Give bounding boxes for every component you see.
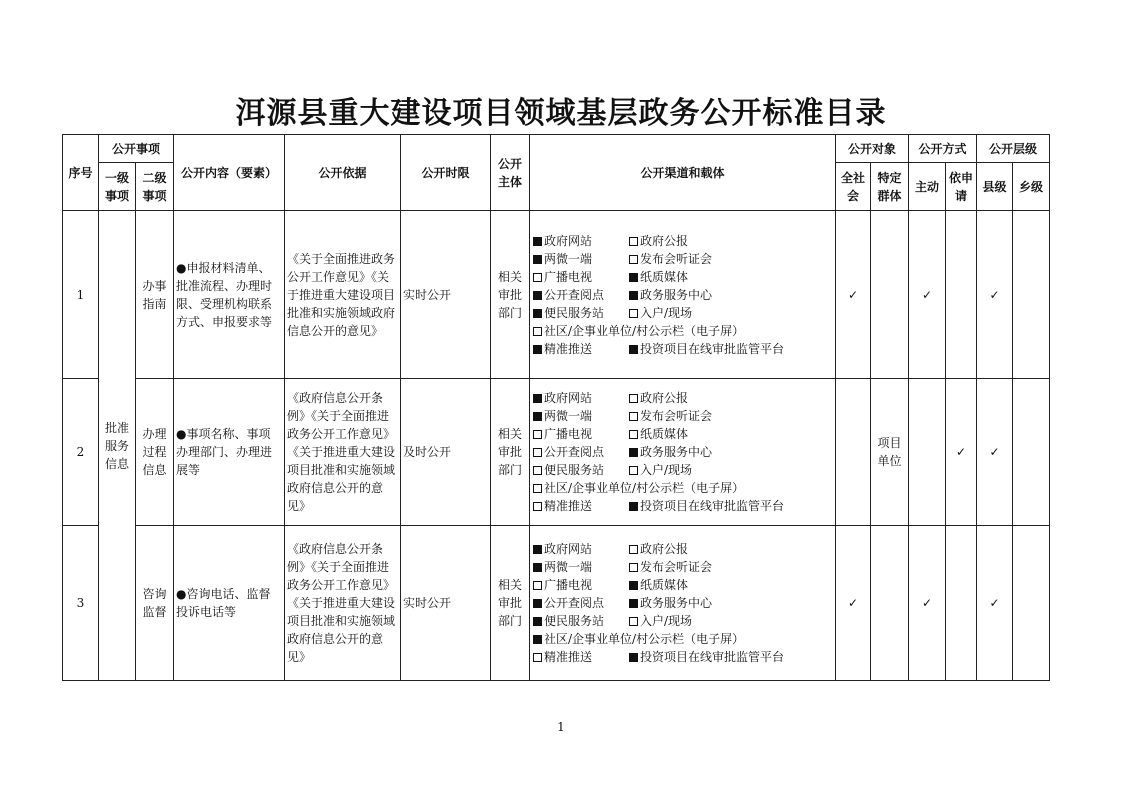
channel-item bbox=[629, 232, 833, 250]
check-icon: ✓ bbox=[989, 596, 1000, 610]
row-time: 实时公开 bbox=[401, 211, 491, 379]
channel-item bbox=[533, 648, 629, 666]
channel-item bbox=[533, 558, 629, 576]
unchecked-box-icon bbox=[533, 430, 542, 439]
row-seq: 3 bbox=[63, 526, 99, 681]
channel-item bbox=[533, 232, 629, 250]
check-icon: ✓ bbox=[989, 445, 1000, 459]
row-method-active bbox=[909, 379, 946, 526]
row-basis: 《关于全面推进政务公开工作意见》《关于推进重大建设项目批准和实施领域政府信息公开的意见》 bbox=[285, 211, 401, 379]
channel-item bbox=[629, 497, 833, 515]
channel-label: 广播电视 bbox=[544, 578, 593, 592]
header-method-active: 主动 bbox=[909, 163, 946, 211]
channel-label: 政府公报 bbox=[640, 542, 689, 556]
unchecked-box-icon bbox=[533, 466, 542, 475]
unchecked-box-icon bbox=[629, 617, 638, 626]
row-basis: 《政府信息公开条例》《关于全面推进政务公开工作意见》《关于推进重大建设项目批准和实施领域政府信息公开的意见》 bbox=[285, 526, 401, 681]
header-content: 公开内容（要素） bbox=[174, 135, 285, 211]
header-basis: 公开依据 bbox=[285, 135, 401, 211]
channel-item bbox=[533, 479, 833, 497]
header-method-request: 依申请 bbox=[946, 163, 977, 211]
unchecked-box-icon bbox=[533, 484, 542, 493]
header-level2: 二级事项 bbox=[136, 163, 174, 211]
unchecked-box-icon bbox=[629, 394, 638, 403]
row-time: 及时公开 bbox=[401, 379, 491, 526]
channel-item bbox=[629, 612, 833, 630]
header-level-county: 县级 bbox=[977, 163, 1013, 211]
checked-box-icon bbox=[629, 291, 638, 300]
channel-label: 公开查阅点 bbox=[544, 596, 605, 610]
channel-label: 社区/企事业单位/村公示栏（电子屏） bbox=[544, 632, 745, 646]
channel-label: 便民服务站 bbox=[544, 463, 605, 477]
row-level-town bbox=[1013, 526, 1050, 681]
checked-box-icon bbox=[533, 237, 542, 246]
row-method-request bbox=[946, 211, 977, 379]
channel-item bbox=[533, 540, 629, 558]
page-number: 1 bbox=[557, 720, 565, 734]
channel-label: 入户/现场 bbox=[640, 463, 693, 477]
channel-label: 政府公报 bbox=[640, 233, 689, 248]
header-seq: 序号 bbox=[63, 135, 99, 211]
row-method-active bbox=[909, 526, 946, 681]
channel-item bbox=[629, 443, 833, 461]
channel-label: 政务服务中心 bbox=[640, 287, 713, 302]
channel-item bbox=[533, 304, 629, 322]
channel-label: 广播电视 bbox=[544, 269, 593, 284]
row-method-request bbox=[946, 526, 977, 681]
channel-item bbox=[629, 648, 833, 666]
header-target-specific: 特定群体 bbox=[871, 163, 909, 211]
unchecked-box-icon bbox=[533, 448, 542, 457]
row-basis: 《政府信息公开条例》《关于全面推进政务公开工作意见》《关于推进重大建设项目批准和实施领域政府信息公开的意见》 bbox=[285, 379, 401, 526]
row-level2: 办事指南 bbox=[136, 211, 174, 379]
channel-item bbox=[533, 443, 629, 461]
checked-box-icon bbox=[533, 291, 542, 300]
row-seq: 2 bbox=[63, 379, 99, 526]
channel-label: 公开查阅点 bbox=[544, 287, 605, 302]
channel-item bbox=[629, 594, 833, 612]
channel-label: 投资项目在线审批监管平台 bbox=[640, 650, 785, 664]
channel-item bbox=[533, 630, 833, 648]
unchecked-box-icon bbox=[533, 653, 542, 662]
channel-item bbox=[533, 286, 629, 304]
channel-label: 公开查阅点 bbox=[544, 445, 605, 459]
header-level: 公开层级 bbox=[977, 135, 1050, 163]
header-channel: 公开渠道和载体 bbox=[530, 135, 836, 211]
row-method-request bbox=[946, 379, 977, 526]
channel-list bbox=[532, 389, 833, 515]
channel-label: 精准推送 bbox=[544, 341, 593, 356]
channel-label: 两微一端 bbox=[544, 251, 593, 266]
channel-label: 便民服务站 bbox=[544, 305, 605, 320]
check-icon: ✓ bbox=[956, 445, 967, 459]
checked-box-icon bbox=[533, 563, 542, 572]
checked-box-icon bbox=[533, 394, 542, 403]
channel-label: 政府公报 bbox=[640, 391, 689, 405]
channel-item bbox=[533, 268, 629, 286]
channel-label: 精准推送 bbox=[544, 650, 593, 664]
header-method: 公开方式 bbox=[909, 135, 977, 163]
channel-item bbox=[629, 286, 833, 304]
channel-item bbox=[533, 594, 629, 612]
unchecked-box-icon bbox=[629, 545, 638, 554]
channel-item bbox=[533, 576, 629, 594]
channel-item bbox=[629, 425, 833, 443]
unchecked-box-icon bbox=[629, 563, 638, 572]
channel-label: 政府网站 bbox=[544, 542, 593, 556]
row-level2: 咨询监督 bbox=[136, 526, 174, 681]
row-seq: 1 bbox=[63, 211, 99, 379]
channel-label: 社区/企事业单位/村公示栏（电子屏） bbox=[544, 481, 745, 495]
row-channels bbox=[530, 211, 836, 379]
unchecked-box-icon bbox=[533, 273, 542, 282]
row-level-county bbox=[977, 526, 1013, 681]
channel-item bbox=[533, 340, 629, 358]
checked-box-icon bbox=[629, 581, 638, 590]
header-subject: 公开主体 bbox=[491, 135, 530, 211]
channel-label: 政务服务中心 bbox=[640, 445, 713, 459]
channel-label: 政府网站 bbox=[544, 391, 593, 405]
header-target: 公开对象 bbox=[836, 135, 909, 163]
checked-box-icon bbox=[629, 345, 638, 354]
channel-item bbox=[533, 389, 629, 407]
header-time: 公开时限 bbox=[401, 135, 491, 211]
row-content: ●事项名称、事项办理部门、办理进展等 bbox=[174, 379, 285, 526]
channel-label: 社区/企事业单位/村公示栏（电子屏） bbox=[544, 323, 745, 338]
header-matter: 公开事项 bbox=[99, 135, 174, 163]
row-level2: 办理过程信息 bbox=[136, 379, 174, 526]
checked-box-icon bbox=[533, 412, 542, 421]
checked-box-icon bbox=[533, 545, 542, 554]
channel-item bbox=[533, 497, 629, 515]
catalog-table bbox=[62, 134, 1050, 681]
channel-label: 便民服务站 bbox=[544, 614, 605, 628]
channel-label: 纸质媒体 bbox=[640, 269, 689, 284]
row-channels bbox=[530, 379, 836, 526]
row-subject: 相关审批部门 bbox=[491, 526, 530, 681]
unchecked-box-icon bbox=[533, 327, 542, 336]
row-target-specific: 项目单位 bbox=[871, 379, 909, 526]
row-subject: 相关审批部门 bbox=[491, 211, 530, 379]
channel-list bbox=[532, 540, 833, 666]
unchecked-box-icon bbox=[629, 255, 638, 264]
channel-label: 入户/现场 bbox=[640, 305, 693, 320]
channel-label: 精准推送 bbox=[544, 499, 593, 513]
unchecked-box-icon bbox=[629, 237, 638, 246]
channel-item bbox=[629, 268, 833, 286]
checked-box-icon bbox=[533, 309, 542, 318]
row-level-county bbox=[977, 211, 1013, 379]
check-icon: ✓ bbox=[847, 287, 859, 302]
row-level-town bbox=[1013, 379, 1050, 526]
row-content: ●咨询电话、监督投诉电话等 bbox=[174, 526, 285, 681]
checked-box-icon bbox=[629, 502, 638, 511]
checked-box-icon bbox=[533, 635, 542, 644]
row-target-specific bbox=[871, 526, 909, 681]
channel-item bbox=[629, 576, 833, 594]
channel-item bbox=[629, 407, 833, 425]
unchecked-box-icon bbox=[533, 502, 542, 511]
channel-label: 入户/现场 bbox=[640, 614, 693, 628]
row-level-town bbox=[1013, 211, 1050, 379]
row-target-specific bbox=[871, 211, 909, 379]
channel-label: 广播电视 bbox=[544, 427, 593, 441]
checked-box-icon bbox=[533, 617, 542, 626]
channel-item bbox=[629, 389, 833, 407]
row-target-all bbox=[836, 211, 871, 379]
header-target-all: 全社会 bbox=[836, 163, 871, 211]
channel-item bbox=[533, 425, 629, 443]
channel-label: 政务服务中心 bbox=[640, 596, 713, 610]
row-channels bbox=[530, 526, 836, 681]
channel-item bbox=[533, 322, 833, 340]
table-row bbox=[63, 526, 1050, 681]
channel-item bbox=[629, 461, 833, 479]
channel-label: 发布会听证会 bbox=[640, 409, 713, 423]
channel-item bbox=[533, 407, 629, 425]
check-icon: ✓ bbox=[922, 287, 933, 302]
channel-item bbox=[629, 304, 833, 322]
row-level-county bbox=[977, 379, 1013, 526]
checked-box-icon bbox=[533, 599, 542, 608]
channel-item bbox=[533, 612, 629, 630]
level1-item: 批准服务信息 bbox=[99, 211, 136, 681]
channel-label: 发布会听证会 bbox=[640, 560, 713, 574]
row-method-active bbox=[909, 211, 946, 379]
table-row bbox=[63, 379, 1050, 526]
row-target-all bbox=[836, 526, 871, 681]
table-row bbox=[63, 211, 1050, 379]
page-title: 洱源县重大建设项目领域基层政务公开标准目录 bbox=[235, 96, 887, 131]
header-level1: 一级事项 bbox=[99, 163, 136, 211]
checked-box-icon bbox=[629, 653, 638, 662]
checked-box-icon bbox=[629, 448, 638, 457]
header-level-town: 乡级 bbox=[1013, 163, 1050, 211]
check-icon: ✓ bbox=[847, 596, 859, 610]
channel-label: 发布会听证会 bbox=[640, 251, 713, 266]
check-icon: ✓ bbox=[989, 287, 1000, 302]
channel-label: 两微一端 bbox=[544, 560, 593, 574]
unchecked-box-icon bbox=[533, 581, 542, 590]
channel-item bbox=[629, 250, 833, 268]
channel-item bbox=[629, 540, 833, 558]
checked-box-icon bbox=[629, 273, 638, 282]
unchecked-box-icon bbox=[629, 430, 638, 439]
channel-item bbox=[629, 340, 833, 358]
channel-list bbox=[532, 232, 833, 358]
channel-label: 政府网站 bbox=[544, 233, 593, 248]
channel-label: 投资项目在线审批监管平台 bbox=[640, 499, 785, 513]
channel-item bbox=[629, 558, 833, 576]
channel-item bbox=[533, 461, 629, 479]
channel-label: 投资项目在线审批监管平台 bbox=[640, 341, 785, 356]
checked-box-icon bbox=[629, 599, 638, 608]
channel-label: 纸质媒体 bbox=[640, 578, 689, 592]
unchecked-box-icon bbox=[629, 412, 638, 421]
channel-label: 两微一端 bbox=[544, 409, 593, 423]
check-icon: ✓ bbox=[922, 596, 933, 610]
row-subject: 相关审批部门 bbox=[491, 379, 530, 526]
row-target-all bbox=[836, 379, 871, 526]
row-content: ●申报材料清单、批准流程、办理时限、受理机构联系方式、申报要求等 bbox=[174, 211, 285, 379]
checked-box-icon bbox=[533, 255, 542, 264]
unchecked-box-icon bbox=[629, 466, 638, 475]
channel-item bbox=[533, 250, 629, 268]
channel-label: 纸质媒体 bbox=[640, 427, 689, 441]
checked-box-icon bbox=[533, 345, 542, 354]
row-time: 实时公开 bbox=[401, 526, 491, 681]
unchecked-box-icon bbox=[629, 309, 638, 318]
